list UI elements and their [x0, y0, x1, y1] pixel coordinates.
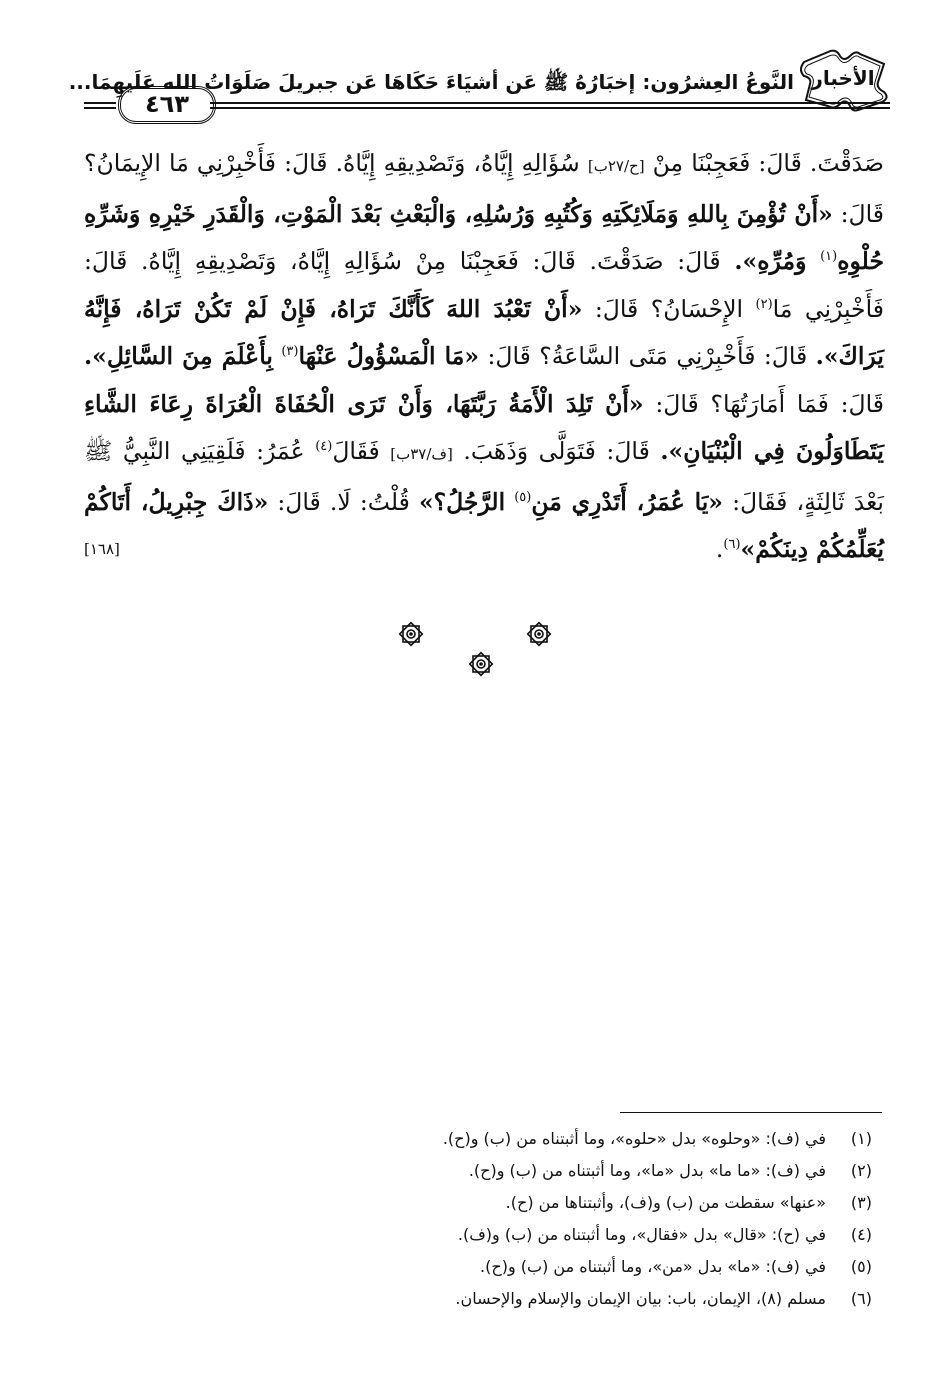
header-rule: [84, 107, 116, 109]
narration-text: الإِحْسَانُ؟ قَالَ:: [594, 294, 744, 323]
footnote-ref[interactable]: (٤): [315, 439, 333, 455]
narration-text: قَالَ: فَتَوَلَّى وَذَهَبَ.: [463, 437, 650, 465]
footnote-text: «عنها» سقطت من (ب) و(ف)، وأثبتناها من (ح).: [505, 1193, 826, 1212]
page-number: ٤٦٣: [118, 86, 216, 124]
footnote-separator: [620, 1112, 882, 1113]
prophet-quote: «مَا الْمَسْؤُولُ عَنْهَا: [298, 342, 480, 370]
footnotes-list: [72, 1123, 872, 1315]
footnote-ref[interactable]: (٣): [281, 344, 299, 360]
prophet-quote: الرَّجُلُ؟»: [418, 487, 506, 516]
footnote-text: في (ف): «ما» بدل «من»، وما أثبتناه من (ب) و(ح).: [480, 1257, 826, 1276]
section-badge: الأخبار: [811, 66, 875, 90]
footnote-text: في (ف): «ما ما» بدل «ما»، وما أثبتناه من (ب) و(ح).: [468, 1161, 826, 1180]
rosette-ornament-icon: [398, 621, 424, 647]
footnote-text: في (ح): «قال» بدل «فقال»، وما أثبتناه من (ب) و(ف).: [457, 1225, 826, 1244]
footnote-item: [72, 1187, 872, 1219]
running-title: النَّوعُ العِشرُون: إخبَارُهُ ﷺ عَن أشيَاءَ حَكَاهَا عَن جبريلَ صَلَوَاتُ الله عَلَيهِمَا...: [68, 70, 794, 94]
header-rule: [84, 102, 116, 104]
footnote-number: (٣): [850, 1193, 872, 1212]
manuscript-marker: [ح/٢٧ب]: [587, 157, 645, 175]
narration-text: سُؤَالِهِ إِيَّاهُ، وَتَصْدِيقِهِ إِيَّاهُ. قَالَ: فَأَخْبِرْنِي مَا الإِيمَانُ؟ قَالَ:: [84, 149, 884, 228]
narration-text: قَالَ: فَأَخْبِرْنِي مَتَى السَّاعَةُ؟ قَالَ:: [487, 342, 808, 370]
prophet-quote: «أَنْ تَعْبُدَ اللهَ كَأَنَّكَ تَرَاهُ، فَإِنْ لَمْ تَكُنْ تَرَاهُ، فَإِنَّهُ يَرَاكَ».: [84, 294, 884, 370]
footnote-text: في (ف): «وحلوه» بدل «حلوه»، وما أثبتناه من (ب) و(ح).: [442, 1129, 826, 1148]
footnote-number: (٤): [850, 1225, 872, 1244]
hadith-text: [84, 140, 884, 574]
narration-text: .: [715, 535, 724, 563]
footnote-ref[interactable]: (١): [820, 249, 838, 265]
narration-text: قُلْتُ: لَا. قَالَ:: [277, 487, 410, 516]
narration-text: صَدَقْتَ. قَالَ: فَعَجِبْنَا مِنْ: [652, 149, 884, 177]
footnote-ref[interactable]: (٦): [723, 537, 741, 553]
prophet-quote: «يَا عُمَرُ، أَتَدْرِي مَنِ: [531, 487, 723, 516]
prophet-quote: وَمُرِّهِ».: [734, 247, 807, 275]
prophet-quote: بِأَعْلَمَ مِنَ السَّائِلِ».: [84, 342, 273, 370]
footnote-number: (٥): [850, 1257, 872, 1276]
footnote-item: [72, 1219, 872, 1251]
footnote-item: [72, 1123, 872, 1155]
rosette-ornament-icon: [468, 651, 494, 677]
footnote-number: (١): [850, 1129, 872, 1148]
footnote-number: (٦): [850, 1289, 872, 1308]
header-rule: [210, 107, 890, 109]
footnote-ref[interactable]: (٢): [755, 296, 773, 312]
footnote-number: (٢): [850, 1161, 872, 1180]
header-rule: [210, 102, 890, 104]
footnote-text: مسلم (٨)، الإيمان، باب: بيان الإيمان والإسلام والإحسان.: [455, 1289, 826, 1308]
footnote-item: [72, 1155, 872, 1187]
narration-text: عُمَرُ: فَلَقِيَنِي النَّبِيُّ ﷺ بَعْدَ ثَالِثَةٍ، فَقَالَ:: [84, 437, 884, 516]
footnote-item: [72, 1283, 872, 1315]
manuscript-marker: [ف/٣٧ب]: [390, 445, 453, 463]
prophet-quote: «أَنْ تَلِدَ الْأَمَةُ رَبَّتَهَا، وَأَنْ تَرَى الْحُفَاةَ الْعُرَاةَ رِعَاءَ الشَّاءِ يَتَطَاوَلُونَ فِي الْبُنْيَانِ».: [84, 389, 884, 465]
footnote-item: [72, 1251, 872, 1283]
prophet-quote: «أَنْ تُؤْمِنَ بِاللهِ وَمَلَائِكَتِهِ وَكُتُبِهِ وَرُسُلِهِ، وَالْبَعْثِ بَعْدَ الْمَوْتِ، وَالْقَدَرِ خَيْرِهِ وَشَرِّهِ حُلْوِهِ: [84, 199, 884, 275]
prophet-quote: «ذَاكَ جِبْرِيلُ، أَتَاكُمْ يُعَلِّمُكُمْ دِينَكُمْ»: [84, 487, 884, 563]
page-header: [70, 38, 890, 128]
narration-text: فَقَالَ: [332, 437, 380, 465]
hadith-number: [١٦٨]: [84, 540, 120, 558]
narration-text: قَالَ: فَمَا أَمَارَتُهَا؟ قَالَ:: [655, 389, 884, 418]
rosette-ornament-icon: [526, 621, 552, 647]
footnote-ref[interactable]: (٥): [514, 489, 532, 505]
narration-text: قَالَ: صَدَقْتَ. قَالَ: فَعَجِبْنَا مِنْ سُؤَالِهِ إِيَّاهُ، وَتَصْدِيقِهِ إِيَّاهُ. قَالَ: فَأَخْبِرْنِي مَا: [84, 247, 884, 323]
